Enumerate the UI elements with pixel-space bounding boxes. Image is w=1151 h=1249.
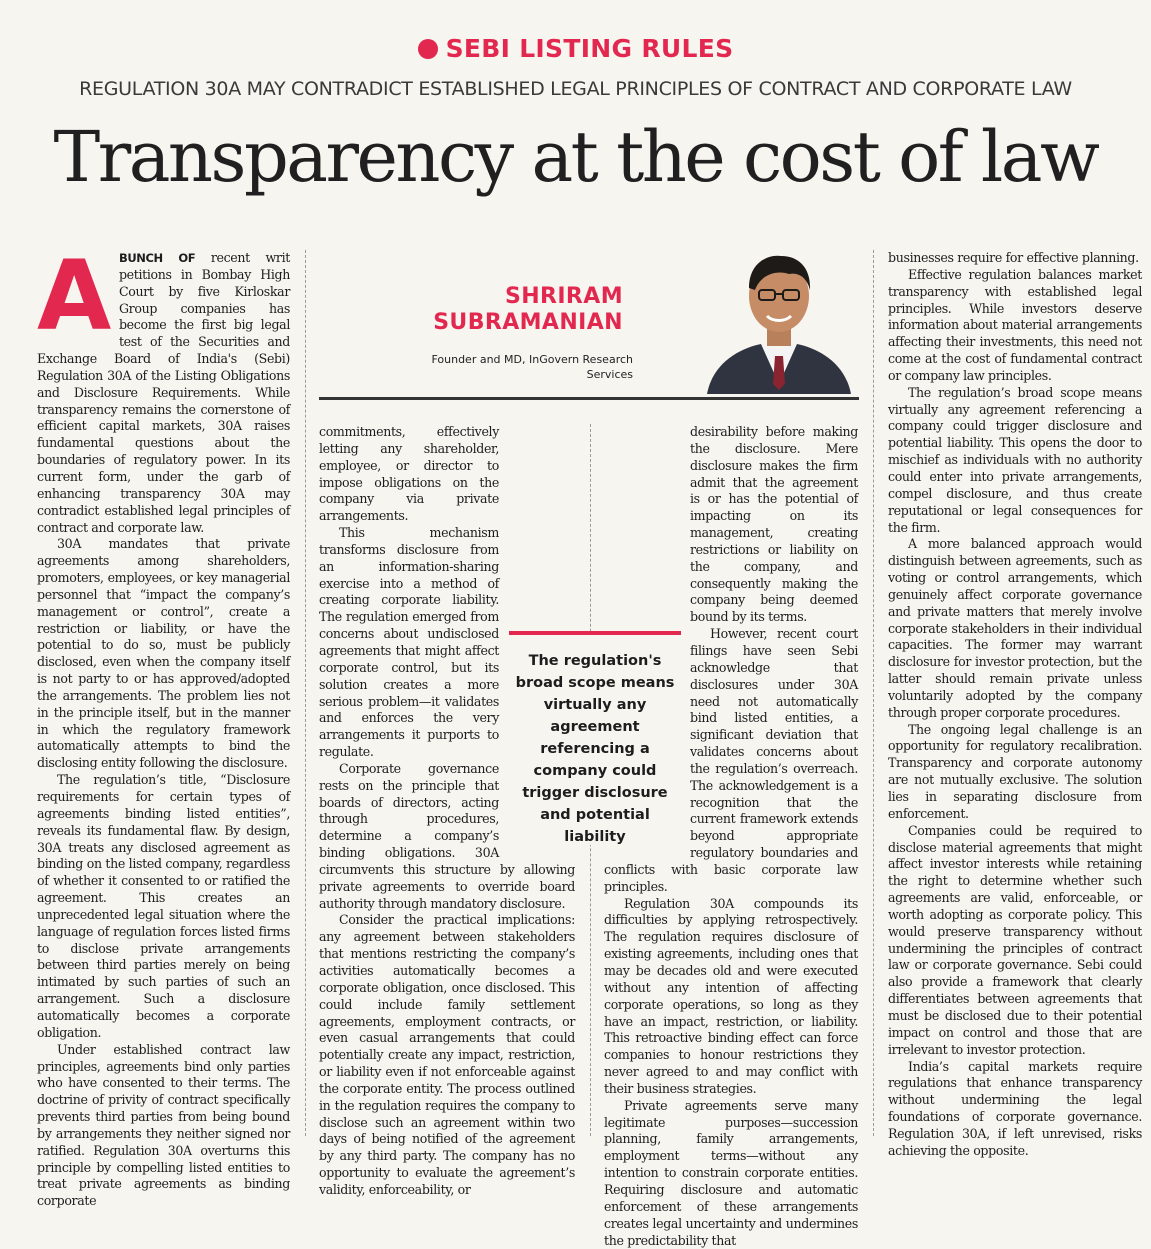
- author-portrait-icon: [699, 244, 859, 394]
- column-divider: [305, 250, 306, 1136]
- pull-quote: The regulation's broad scope means virtually any agreement referencing a company could trigger disclosure and potential liability: [509, 631, 681, 845]
- paragraph: ABUNCH OF recent writ petitions in Bombay High Court by five Kirloskar Group companies has become the first big legal test of the Securities and Exchange Board of India's (Sebi) Regulation 30A of the Listing Obligations and Disclosure Requirements. While transparency remains the cornerstone of efficient capital markets, 30A raises fundamental questions about the boundaries of regulatory power. In its current form, under the garb of enhancing transparency 30A may contradict established legal principles of contract and corporate law.: [37, 240, 290, 535]
- paragraph: Private agreements serve many legitimate purposes—succession planning, family arrangements, employment terms—without any intention to constrain corporate entities. Requiring disclosure and automatic enforcement of these arrangements creates legal uncertainty and undermines the predictability that: [604, 1097, 858, 1248]
- paragraph: However, recent court filings have seen Sebi acknowledge that disclosures under 30A need not automatically bind listed entities, a significant deviation that validates concerns about the regulation’s overreach. The acknowledgement is a recognition that the current framework extends beyond appropriate regulatory boundaries and conflicts with basic corporate law principles.: [604, 626, 858, 894]
- paragraph: Corporate governance rests on the principle that boards of directors, acting through procedures, determine a company’s binding obligations. 30A circumvents this structure by allowing private agreements to override board authority through mandatory disclosure.: [319, 760, 575, 911]
- dropcap: A: [37, 240, 111, 352]
- paragraph: 30A mandates that private agreements among shareholders, promoters, employees, or key managerial personnel that “impact the company’s management or control”, create a restriction or liability, or have the potential to do so, must be publicly disclosed, even when the company itself is not party to or has approved/adopted the arrangements. The problem lies not in the principle itself, but in the manner in which the regulatory framework automatically attempts to bind the disclosing entity following the disclosure.: [37, 536, 290, 771]
- paragraph: businesses require for effective planning.: [888, 250, 1139, 265]
- author-name: SHRIRAM SUBRAMANIAN: [433, 284, 623, 335]
- headline: Transparency at the cost of law: [53, 116, 1098, 198]
- paragraph: desirability before making the disclosure. Mere disclosure makes the firm admit that the agreement is or has the potential of impacting on its management, creating restrictions or liability on the company, and consequently making the company being deemed bound by its terms.: [690, 424, 858, 625]
- paragraph: The ongoing legal challenge is an opportunity for regulatory recalibration. Transparency and corporate autonomy are not mutually exclusive. The solution lies in separating disclosure from enforcement.: [888, 721, 1142, 821]
- column-divider: [873, 250, 874, 1136]
- subheadline: REGULATION 30A MAY CONTRADICT ESTABLISHED LEGAL PRINCIPLES OF CONTRACT AND CORPORATE LAW: [79, 78, 1072, 100]
- article-column-4: [888, 250, 1142, 1158]
- bullet-dot-icon: [418, 39, 438, 59]
- paragraph: A more balanced approach would distinguish between agreements, such as voting or control arrangements, which genuinely affect corporate governance and private matters that merely involve corporate stakeholders in their individual capacities. The former may warrant disclosure for investor protection, but the latter should remain private unless voluntarily adopted by the company through proper corporate procedures.: [888, 536, 1142, 720]
- paragraph: The regulation’s broad scope means virtually any agreement referencing a company could trigger disclosure and potential liability. This opens the door to mischief as individuals with no authority could enter into private arrangements, compel disclosure, and thus create reputational or legal consequences for the firm.: [888, 384, 1142, 535]
- paragraph: Companies could be required to disclose material agreements that might affect investor interests while retaining the right to determine whether such agreements are valid, enforceable, or worth adopting as corporate policy. This would preserve transparency without undermining the principles of contract law or corporate governance. Sebi could also provide a framework that clearly differentiates between agreements that must be disclosed due to their potential impact on control and those that are irrelevant to investor protection.: [888, 822, 1142, 1057]
- author-box: [319, 244, 859, 400]
- paragraph: Under established contract law principles, agreements bind only parties who have consented to their terms. The doctrine of privity of contract specifically prevents third parties from being bound by arrangements they neither signed nor ratified. Regulation 30A overturns this principle by compelling listed entities to treat private agreements as binding corporate: [37, 1041, 290, 1209]
- paragraph: This mechanism transforms disclosure from an information-sharing exercise into a method of creating corporate liability. The regulation emerged from concerns about undisclosed agreements that might affect corporate control, but its solution creates a more serious problem—it validates and enforces the very arrangements it purports to regulate.: [319, 525, 499, 760]
- section-kicker: [0, 34, 1151, 63]
- paragraph: India’s capital markets require regulations that enhance transparency without undermining the legal foundations of corporate governance. Regulation 30A, if left unrevised, risks achieving the opposite.: [888, 1058, 1142, 1158]
- paragraph: Regulation 30A compounds its difficulties by applying retrospectively. The regulation requires disclosure of existing agreements, including ones that may be decades old and were executed without any intention of affecting corporate operations, so long as they have an impact, restriction, or liability. This retroactive binding effect can force companies to honour restrictions they never agreed to and may conflict with their business strategies.: [604, 895, 858, 1096]
- paragraph: commitments, effectively letting any shareholder, employee, or director to impose obligations on the company via private arrangements.: [319, 424, 499, 524]
- paragraph: The regulation’s title, “Disclosure requirements for certain types of agreements binding listed entities”, reveals its fundamental flaw. By design, 30A treats any disclosed agreement as binding on the listed company, regardless of whether it consented to or ratified the agreement. This creates an unprecedented legal situation where the language of regulation forces listed firms to disclose private arrangements between third parties merely on being intimated by such parties of such an arrangement. Such a disclosure automatically becomes a corporate obligation.: [37, 772, 290, 1040]
- article-column-1: [37, 240, 290, 1209]
- kicker-text: SEBI LISTING RULES: [445, 34, 734, 63]
- paragraph: Effective regulation balances market transparency with established legal principles. While investors deserve information about material arrangements affecting their investments, this need not come at the cost of fundamental contract or company law principles.: [888, 266, 1142, 383]
- lead-in: BUNCH OF: [118, 251, 196, 265]
- author-role: Founder and MD, InGovern Research Services: [431, 353, 633, 381]
- paragraph: Consider the practical implications: any agreement between stakeholders that mentions restricting the company’s activities automatically becomes a corporate obligation, once disclosed. This could include family settlement agreements, employment contracts, or even casual arrangements that could potentially create any impact, restriction, or liability even if not enforceable against the corporate entity. The process outlined in the regulation requires the company to disclose such an agreement within two days of being notified of the agreement by any third party. The company has no opportunity to evaluate the agreement’s validity, enforceability, or: [319, 912, 575, 1197]
